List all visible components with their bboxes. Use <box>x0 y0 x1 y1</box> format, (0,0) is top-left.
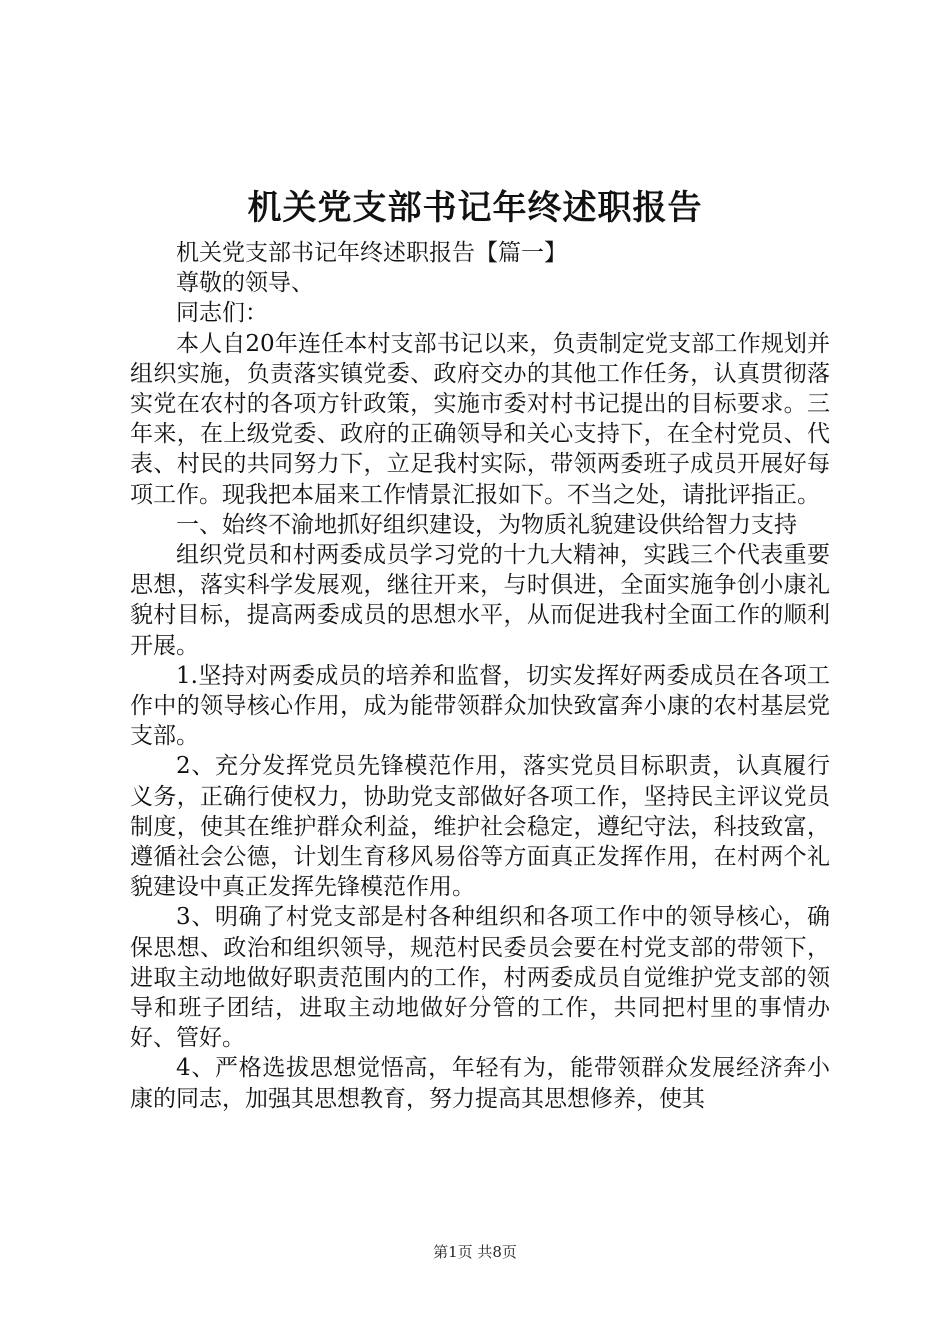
document-body <box>130 238 830 1114</box>
section-heading: 一、始终不渝地抓好组织建设，为物质礼貌建设供给智力支持 <box>176 511 797 538</box>
body-paragraph: 4、严格选拔思想觉悟高，年轻有为，能带领群众发展经济奔小康的同志，加强其思想教育，努力提高其思想修养，使其 <box>130 1055 830 1112</box>
page-number: 第1页 共8页 <box>433 1243 517 1261</box>
document-title: 机关党支部书记年终述职报告 <box>247 188 703 228</box>
body-paragraph: 3、明确了村党支部是村各种组织和各项工作中的领导核心，确保思想、政治和组织领导，规范村民委员会要在村党支部的带领下，进取主动地做好职责范围内的工作，村两委成员自觉维护党支部的领导和班子团结，进取主动地做好分管的工作，共同把村里的事情办好、管好。 <box>130 904 830 1052</box>
salutation-line: 尊敬的领导、 <box>176 270 314 297</box>
body-paragraph: 本人自20年连任本村支部书记以来，负责制定党支部工作规划并组织实施，负责落实镇党委、政府交办的其他工作任务，认真贯彻落实党在农村的各项方针政策，实施市委对村书记提出的目标要求。三年来，在上级党委、政府的正确领导和关心支持下，在全村党员、代表、村民的共同努力下，立足我村实际，带领两委班子成员开展好每项工作。现我把本届来工作情景汇报如下。不当之处，请批评指正。 <box>130 330 830 508</box>
body-paragraph: 2、充分发挥党员先锋模范作用，落实党员目标职责，认真履行义务，正确行使权力，协助党支部做好各项工作，坚持民主评议党员制度，使其在维护群众利益，维护社会稳定，遵纪守法，科技致富，遵循社会公德，计划生育移风易俗等方面真正发挥作用，在村两个礼貌建设中真正发挥先锋模范作用。 <box>130 753 830 901</box>
body-paragraph: 1.坚持对两委成员的培养和监督，切实发挥好两委成员在各项工作中的领导核心作用，成为能带领群众加快致富奔小康的农村基层党支部。 <box>130 662 830 750</box>
salutation-line: 同志们： <box>176 300 268 327</box>
section-heading: 机关党支部书记年终述职报告【篇一】 <box>176 240 567 266</box>
body-paragraph: 组织党员和村两委成员学习党的十九大精神，实践三个代表重要思想，落实科学发展观，继往开来，与时俱进，全面实施争创小康礼貌村目标，提高两委成员的思想水平，从而促进我村全面工作的顺利开展。 <box>130 542 830 659</box>
